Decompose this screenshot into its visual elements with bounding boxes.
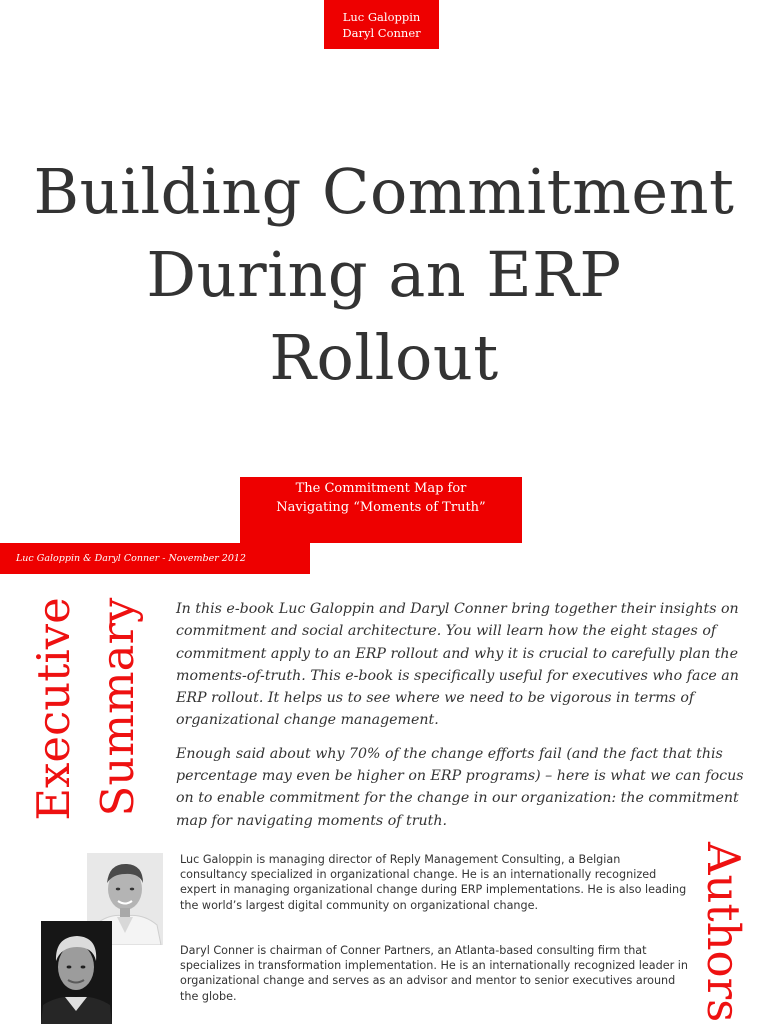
daryl-conner-photo (41, 921, 112, 1024)
title-line-3: Rollout (269, 321, 499, 394)
summary-paragraph-1: In this e-book Luc Galoppin and Daryl Conner bring together their insights on commitment and social architecture. You will learn how the eight stages of commitment apply to an ERP rollout and why it is crucial to carefully plan the moments-of-truth. This e-book is specifically useful for executives who face an ERP rollout. It helps us to see where we need to be vigorous in terms of organizational change management. (176, 601, 739, 729)
document-title (0, 150, 768, 399)
subtitle-box (240, 477, 522, 543)
author-name-daryl: Daryl Conner (342, 26, 421, 40)
title-line-1: Building Commitment (33, 155, 735, 228)
executive-summary (176, 598, 752, 843)
subtitle-line-2: Navigating “Moments of Truth” (276, 500, 486, 515)
bio-luc-galoppin: Luc Galoppin is managing director of Reply Management Consulting, a Belgian consultancy specialized in organizational change. He is an internationally recognized expert in managing organizational change during ERP implementations. He is also leading the world’s largest digital community on organizational change. (180, 853, 687, 912)
byline-bar: Luc Galoppin & Daryl Conner - November 2012 (0, 543, 310, 574)
summary-heading: Summary (91, 597, 144, 817)
summary-paragraph-2: Enough said about why 70% of the change efforts fail (and the fact that this percentage may even be higher on ERP programs) – here is what we can focus on to enable commitment for the change in our organization: the commitment map for navigating moments of truth. (176, 745, 744, 829)
bio-daryl-conner: Daryl Conner is chairman of Conner Partners, an Atlanta-based consulting firm that specializes in transformation implementation. He is an internationally recognized leader in organizational change and serves as an advisor and mentor to senior executives around the globe. (180, 944, 688, 1003)
title-line-2: During an ERP (146, 238, 622, 311)
subtitle-line-1: The Commitment Map for (295, 481, 467, 496)
author-names-tag (324, 0, 439, 49)
authors-heading: Authors (697, 842, 750, 1023)
author-name-luc: Luc Galoppin (342, 10, 421, 24)
executive-heading: Executive (27, 597, 80, 821)
